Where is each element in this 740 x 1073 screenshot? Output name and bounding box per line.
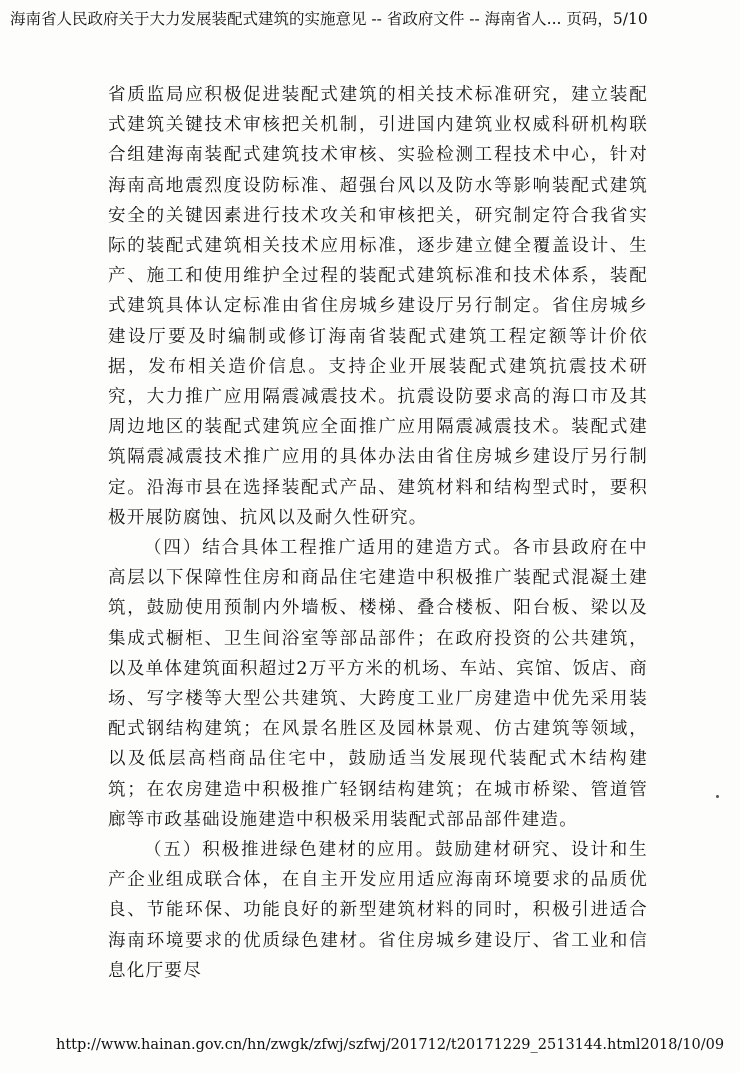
page-header: 海南省人民政府关于大力发展装配式建筑的实施意见 -- 省政府文件 -- 海南省人... 页码，5/10 [10,10,648,28]
page-footer [56,1036,725,1054]
paragraph-standards: 省质监局应积极促进装配式建筑的相关技术标准研究，建立装配式建筑关键技术审核把关机制，引进国内建筑业权威科研机构联合组建海南装配式建筑技术审核、实验检测工程技术中心，针对海南高地震烈度设防标准、超强台风以及防水等影响装配式建筑安全的关键因素进行技术攻关和审核把关，研究制定符合我省实际的装配式建筑相关技术应用标准，逐步建立健全覆盖设计、生产、施工和使用维护全过程的装配式建筑标准和技术体系，装配式建筑具体认定标准由省住房城乡建设厅另行制定。省住房城乡建设厅要及时编制或修订海南省装配式建筑工程定额等计价依据，发布相关造价信息。支持企业开展装配式建筑抗震技术研究，大力推广应用隔震减震技术。抗震设防要求高的海口市及其周边地区的装配式建筑应全面推广应用隔震减震技术。装配式建筑隔震减震技术推广应用的具体办法由省住房城乡建设厅另行制定。沿海市县在选择装配式产品、建筑材料和结构型式时，要积极开展防腐蚀、抗风以及耐久性研究。 [108,85,648,528]
source-url: http://www.hainan.gov.cn/hn/zwgk/zfwj/szfwj/201712/t20171229_2513144.html [56,1037,641,1053]
scan-speck [716,795,719,798]
paragraph-green-materials: （五）积极推进绿色建材的应用。鼓励建材研究、设计和生产企业组成联合体，在自主开发应用适应海南环境要求的品质优良、节能环保、功能良好的新型建筑材料的同时，积极引进适合海南环境要求的优质绿色建材。省住房城乡建设厅、省工业和信息化厅要尽 [108,840,648,981]
paragraph-construction-methods: （四）结合具体工程推广适用的建造方式。各市县政府在中高层以下保障性住房和商品住宅建造中积极推广装配式混凝土建筑，鼓励使用预制内外墙板、楼梯、叠合楼板、阳台板、梁以及集成式橱柜、卫生间浴室等部品部件；在政府投资的公共建筑，以及单体建筑面积超过2万平方米的机场、车站、宾馆、饭店、商场、写字楼等大型公共建筑、大跨度工业厂房建造中优先采用装配式钢结构建筑；在风景名胜区及园林景观、仿古建筑等领域，以及低层高档商品住宅中，鼓励适当发展现代装配式木结构建筑；在农房建造中积极推广轻钢结构建筑；在城市桥梁、管道管廊等市政基础设施建造中积极采用装配式部品部件建造。 [108,538,648,830]
print-date: 2018/10/09 [640,1037,725,1053]
document-body [108,80,648,986]
